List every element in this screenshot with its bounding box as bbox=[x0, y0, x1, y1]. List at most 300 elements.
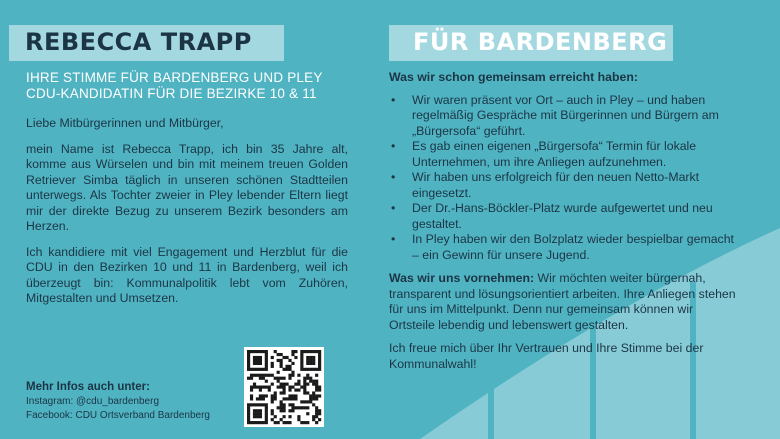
qr-module bbox=[309, 362, 312, 365]
qr-module bbox=[288, 394, 291, 397]
qr-module bbox=[285, 397, 288, 400]
qr-module bbox=[250, 394, 253, 397]
qr-module bbox=[312, 415, 315, 418]
qr-module bbox=[309, 394, 312, 397]
qr-module bbox=[247, 403, 250, 406]
qr-module bbox=[256, 421, 259, 424]
name-banner bbox=[9, 25, 284, 61]
qr-module bbox=[256, 362, 259, 365]
qr-module bbox=[271, 356, 274, 359]
qr-module bbox=[265, 350, 268, 353]
qr-module bbox=[247, 418, 250, 421]
qr-module bbox=[312, 418, 315, 421]
qr-module bbox=[294, 383, 297, 386]
qr-module bbox=[283, 391, 286, 394]
qr-module bbox=[277, 406, 280, 409]
qr-module bbox=[277, 371, 280, 374]
achievements-section bbox=[389, 70, 741, 380]
qr-module bbox=[271, 418, 274, 421]
qr-module bbox=[271, 383, 274, 386]
qr-module bbox=[303, 421, 306, 424]
list-item bbox=[389, 139, 741, 170]
qr-module bbox=[312, 368, 315, 371]
qr-module bbox=[318, 350, 321, 353]
qr-module bbox=[312, 356, 315, 359]
qr-module bbox=[259, 394, 262, 397]
qr-module bbox=[253, 356, 256, 359]
qr-module bbox=[318, 368, 321, 371]
qr-module bbox=[262, 421, 265, 424]
qr-module bbox=[256, 374, 259, 377]
qr-module bbox=[285, 365, 288, 368]
qr-module bbox=[265, 406, 268, 409]
qr-module bbox=[280, 403, 283, 406]
qr-module bbox=[288, 409, 291, 412]
qr-module bbox=[250, 368, 253, 371]
subtitle-line-1: IHRE STIMME FÜR BARDENBERG UND PLEY bbox=[26, 70, 323, 85]
qr-module bbox=[285, 383, 288, 386]
list-item-text: Wir waren präsent vor Ort – auch in Pley – und haben regelmäßig Gespräche mit Bürgerinnen und Bürgern am „Bürgersofa“ geführt. bbox=[412, 92, 719, 138]
qr-module bbox=[315, 388, 318, 391]
qr-module bbox=[283, 415, 286, 418]
qr-module bbox=[280, 365, 283, 368]
qr-module bbox=[277, 386, 280, 389]
qr-module bbox=[265, 386, 268, 389]
qr-module bbox=[300, 353, 303, 356]
qr-module bbox=[306, 383, 309, 386]
qr-module bbox=[274, 421, 277, 424]
bullet-icon: • bbox=[391, 170, 396, 184]
qr-module bbox=[256, 409, 259, 412]
qr-module bbox=[247, 406, 250, 409]
list-item-text: Es gab einen eigenen „Bürgersofa“ Termin für lokale Unternehmen, um ihre Anliegen aufzunehmen. bbox=[412, 139, 697, 169]
qr-module bbox=[300, 356, 303, 359]
qr-module bbox=[271, 374, 274, 377]
qr-module bbox=[288, 415, 291, 418]
qr-module bbox=[265, 421, 268, 424]
qr-module bbox=[274, 391, 277, 394]
qr-module bbox=[312, 362, 315, 365]
qr-module bbox=[283, 386, 286, 389]
achieved-heading: Was wir schon gemeinsam erreicht haben: bbox=[389, 70, 638, 84]
qr-module bbox=[277, 380, 280, 383]
qr-module bbox=[274, 394, 277, 397]
qr-module bbox=[280, 406, 283, 409]
qr-module bbox=[291, 353, 294, 356]
qr-module bbox=[247, 362, 250, 365]
qr-module bbox=[256, 356, 259, 359]
qr-module bbox=[274, 377, 277, 380]
qr-module bbox=[297, 374, 300, 377]
qr-module bbox=[271, 365, 274, 368]
qr-module bbox=[300, 350, 303, 353]
intro-paragraph-2: Ich kandidiere mit viel Engagement und Herzblut für die CDU in den Bezirken 10 und 11 in Bardenberg, weil ich überzeugt bin: Kommunalpolitik lebt vom Zuhören, Mitgestalten und Umsetzen. bbox=[26, 244, 348, 305]
qr-module bbox=[256, 386, 259, 389]
qr-module bbox=[300, 400, 303, 403]
qr-module bbox=[288, 386, 291, 389]
qr-module bbox=[291, 386, 294, 389]
qr-module bbox=[259, 409, 262, 412]
qr-module bbox=[309, 400, 312, 403]
qr-module bbox=[259, 350, 262, 353]
qr-module bbox=[285, 368, 288, 371]
qr-module bbox=[259, 377, 262, 380]
qr-module bbox=[315, 406, 318, 409]
qr-module bbox=[309, 356, 312, 359]
qr-module bbox=[318, 386, 321, 389]
qr-module bbox=[291, 371, 294, 374]
qr-module bbox=[306, 368, 309, 371]
qr-module bbox=[247, 409, 250, 412]
qr-module bbox=[294, 394, 297, 397]
qr-module bbox=[250, 397, 253, 400]
qr-module bbox=[303, 386, 306, 389]
qr-module bbox=[259, 415, 262, 418]
qr-module bbox=[262, 394, 265, 397]
qr-module bbox=[291, 350, 294, 353]
qr-module bbox=[294, 350, 297, 353]
qr-module bbox=[306, 359, 309, 362]
qr-module bbox=[300, 362, 303, 365]
qr-module bbox=[315, 380, 318, 383]
qr-module bbox=[265, 394, 268, 397]
qr-module bbox=[300, 368, 303, 371]
qr-module bbox=[259, 403, 262, 406]
qr-module bbox=[256, 412, 259, 415]
intro-paragraph-1: mein Name ist Rebecca Trapp, ich bin 35 Jahre alt, komme aus Würselen und bin mit meinem treuen Golden Retriever Simba täglich in unseren schönen Stadtteilen unterwegs. Als Tochter zweier in Pley lebender Eltern liegt mir der direkte Bezug zu unserem Bezirk besonders am Herzen. bbox=[26, 141, 348, 233]
qr-module bbox=[277, 421, 280, 424]
list-item bbox=[389, 201, 741, 232]
qr-module bbox=[303, 377, 306, 380]
qr-module bbox=[265, 368, 268, 371]
qr-module bbox=[291, 394, 294, 397]
qr-module bbox=[277, 377, 280, 380]
list-item bbox=[389, 170, 741, 201]
qr-module bbox=[288, 377, 291, 380]
qr-module bbox=[280, 359, 283, 362]
qr-module bbox=[271, 397, 274, 400]
bardenberg-title: FÜR BARDENBERG bbox=[413, 28, 668, 56]
qr-module bbox=[315, 350, 318, 353]
qr-module bbox=[318, 353, 321, 356]
qr-module bbox=[250, 350, 253, 353]
qr-module bbox=[259, 386, 262, 389]
qr-module bbox=[303, 368, 306, 371]
plans-paragraph bbox=[389, 271, 741, 333]
intro-text bbox=[26, 116, 348, 317]
qr-module bbox=[303, 380, 306, 383]
qr-module bbox=[312, 359, 315, 362]
qr-module bbox=[315, 412, 318, 415]
qr-module bbox=[300, 406, 303, 409]
qr-module bbox=[315, 394, 318, 397]
qr-module bbox=[253, 374, 256, 377]
qr-module bbox=[253, 362, 256, 365]
qr-module bbox=[253, 368, 256, 371]
qr-module bbox=[318, 409, 321, 412]
list-item bbox=[389, 232, 741, 263]
qr-module bbox=[315, 374, 318, 377]
qr-module bbox=[247, 353, 250, 356]
qr-module bbox=[256, 368, 259, 371]
closing-text: Ich freue mich über Ihr Vertrauen und Ihre Stimme bei der Kommunalwahl! bbox=[389, 341, 704, 371]
qr-module bbox=[288, 374, 291, 377]
qr-module bbox=[318, 362, 321, 365]
list-item-text: Wir haben uns erfolgreich für den neuen Netto-Markt eingesetzt. bbox=[412, 170, 700, 200]
qr-module bbox=[277, 353, 280, 356]
qr-module bbox=[259, 359, 262, 362]
qr-module bbox=[315, 383, 318, 386]
qr-module bbox=[268, 386, 271, 389]
qr-module bbox=[271, 409, 274, 412]
candidate-name: REBECCA TRAPP bbox=[25, 28, 252, 56]
qr-module bbox=[306, 356, 309, 359]
qr-module bbox=[253, 386, 256, 389]
qr-module bbox=[271, 394, 274, 397]
qr-module bbox=[318, 394, 321, 397]
qr-module bbox=[265, 356, 268, 359]
subtitle-line-2: CDU-KANDIDATIN FÜR DIE BEZIRKE 10 & 11 bbox=[26, 86, 317, 101]
qr-module bbox=[291, 406, 294, 409]
qr-module bbox=[256, 403, 259, 406]
list-item-text: In Pley haben wir den Bolzplatz wieder bespielbar gemacht – ein Gewinn für unsere Jugend. bbox=[412, 232, 734, 262]
qr-module bbox=[309, 377, 312, 380]
qr-module bbox=[262, 350, 265, 353]
bullet-icon: • bbox=[391, 92, 396, 107]
qr-module bbox=[265, 365, 268, 368]
qr-module bbox=[259, 368, 262, 371]
qr-module bbox=[247, 368, 250, 371]
qr-module bbox=[259, 412, 262, 415]
qr-module bbox=[250, 374, 253, 377]
bardenberg-banner bbox=[389, 25, 673, 61]
qr-module bbox=[280, 362, 283, 365]
qr-module bbox=[268, 388, 271, 391]
qr-module bbox=[306, 362, 309, 365]
qr-module bbox=[253, 409, 256, 412]
qr-module bbox=[288, 359, 291, 362]
qr-module bbox=[283, 409, 286, 412]
qr-module bbox=[277, 359, 280, 362]
qr-module bbox=[280, 391, 283, 394]
greeting: Liebe Mitbürgerinnen und Mitbürger, bbox=[26, 116, 224, 130]
qr-module bbox=[280, 383, 283, 386]
qr-module bbox=[300, 386, 303, 389]
qr-module bbox=[309, 368, 312, 371]
qr-module bbox=[297, 380, 300, 383]
qr-module bbox=[256, 397, 259, 400]
qr-module bbox=[247, 350, 250, 353]
qr-module bbox=[309, 350, 312, 353]
qr-module bbox=[280, 353, 283, 356]
qr-module bbox=[291, 409, 294, 412]
qr-module bbox=[294, 406, 297, 409]
qr-module bbox=[280, 386, 283, 389]
qr-module bbox=[312, 380, 315, 383]
subtitle bbox=[26, 70, 356, 102]
qr-module bbox=[256, 350, 259, 353]
qr-module bbox=[259, 388, 262, 391]
qr-module bbox=[315, 386, 318, 389]
qr-module bbox=[250, 388, 253, 391]
qr-module bbox=[312, 391, 315, 394]
qr-module bbox=[250, 421, 253, 424]
qr-module bbox=[303, 383, 306, 386]
qr-module bbox=[262, 386, 265, 389]
qr-module bbox=[318, 356, 321, 359]
qr-module bbox=[306, 377, 309, 380]
qr-module bbox=[274, 415, 277, 418]
qr-module bbox=[297, 388, 300, 391]
qr-module bbox=[283, 377, 286, 380]
qr-module bbox=[247, 359, 250, 362]
qr-module bbox=[283, 406, 286, 409]
qr-module bbox=[271, 412, 274, 415]
qr-module bbox=[303, 350, 306, 353]
qr-module bbox=[306, 374, 309, 377]
plans-text: Wir möchten weiter bürgernah, transparent und lösungsorientiert arbeiten. Ihre Anliegen stehen für uns im Mittelpunkt. Denn nur gemeinsam können wir Ortsteile lebendig und lebenswert gestalten. bbox=[389, 271, 736, 332]
qr-module bbox=[315, 421, 318, 424]
qr-module bbox=[303, 388, 306, 391]
qr-module bbox=[300, 421, 303, 424]
qr-module bbox=[247, 377, 250, 380]
qr-module bbox=[253, 403, 256, 406]
qr-module bbox=[250, 386, 253, 389]
more-info-title: Mehr Infos auch unter: bbox=[26, 381, 150, 393]
qr-module bbox=[288, 421, 291, 424]
qr-module bbox=[265, 374, 268, 377]
qr-module bbox=[306, 350, 309, 353]
qr-module bbox=[306, 412, 309, 415]
qr-module bbox=[274, 350, 277, 353]
qr-module bbox=[259, 397, 262, 400]
achievements-list bbox=[389, 93, 741, 264]
qr-module bbox=[265, 403, 268, 406]
qr-module bbox=[253, 383, 256, 386]
qr-module bbox=[303, 391, 306, 394]
facebook-handle[interactable]: Facebook: CDU Ortsverband Bardenberg bbox=[26, 410, 210, 421]
qr-module bbox=[250, 403, 253, 406]
qr-module bbox=[309, 397, 312, 400]
qr-module bbox=[297, 406, 300, 409]
qr-module bbox=[262, 368, 265, 371]
qr-module bbox=[318, 412, 321, 415]
qr-module bbox=[297, 418, 300, 421]
qr-module bbox=[291, 403, 294, 406]
qr-module bbox=[312, 397, 315, 400]
qr-module bbox=[280, 418, 283, 421]
more-info bbox=[26, 380, 210, 423]
qr-module bbox=[262, 374, 265, 377]
qr-module bbox=[285, 421, 288, 424]
qr-module bbox=[262, 377, 265, 380]
qr-module bbox=[315, 368, 318, 371]
qr-module bbox=[250, 377, 253, 380]
qr-module bbox=[265, 415, 268, 418]
list-item bbox=[389, 93, 741, 140]
qr-module bbox=[259, 421, 262, 424]
qr-module bbox=[262, 397, 265, 400]
qr-module bbox=[288, 368, 291, 371]
qr-module bbox=[306, 421, 309, 424]
qr-module bbox=[265, 380, 268, 383]
qr-module bbox=[288, 403, 291, 406]
qr-module bbox=[297, 383, 300, 386]
qr-module bbox=[297, 415, 300, 418]
qr-module bbox=[280, 409, 283, 412]
qr-module bbox=[253, 415, 256, 418]
qr-module bbox=[262, 403, 265, 406]
qr-module bbox=[288, 388, 291, 391]
qr-module bbox=[283, 383, 286, 386]
qr-module bbox=[285, 356, 288, 359]
qr-module bbox=[300, 359, 303, 362]
qr-module bbox=[283, 388, 286, 391]
bullet-icon: • bbox=[391, 139, 396, 153]
qr-module bbox=[253, 359, 256, 362]
qr-module bbox=[315, 415, 318, 418]
qr-module bbox=[318, 418, 321, 421]
qr-module bbox=[318, 388, 321, 391]
bullet-icon: • bbox=[391, 232, 396, 246]
qr-code-icon[interactable] bbox=[244, 347, 324, 427]
qr-module bbox=[265, 418, 268, 421]
qr-module bbox=[288, 365, 291, 368]
list-item-text: Der Dr.-Hans-Böckler-Platz wurde aufgewertet und neu gestaltet. bbox=[412, 201, 713, 231]
qr-module bbox=[288, 397, 291, 400]
qr-module bbox=[253, 350, 256, 353]
qr-module bbox=[283, 397, 286, 400]
qr-module bbox=[256, 359, 259, 362]
qr-module bbox=[312, 350, 315, 353]
qr-module bbox=[283, 368, 286, 371]
qr-module bbox=[306, 391, 309, 394]
qr-module bbox=[247, 365, 250, 368]
qr-module bbox=[291, 362, 294, 365]
qr-module bbox=[271, 362, 274, 365]
qr-module bbox=[309, 380, 312, 383]
qr-module bbox=[312, 403, 315, 406]
qr-module bbox=[303, 400, 306, 403]
qr-module bbox=[303, 406, 306, 409]
qr-module bbox=[283, 403, 286, 406]
bullet-icon: • bbox=[391, 201, 396, 215]
qr-module bbox=[306, 406, 309, 409]
qr-code-graphic bbox=[244, 347, 324, 427]
qr-module bbox=[312, 394, 315, 397]
qr-module bbox=[280, 377, 283, 380]
qr-module bbox=[309, 359, 312, 362]
instagram-handle[interactable]: Instagram: @cdu_bardenberg bbox=[26, 396, 160, 407]
qr-module bbox=[259, 374, 262, 377]
qr-module bbox=[247, 415, 250, 418]
qr-module bbox=[259, 362, 262, 365]
qr-module bbox=[265, 362, 268, 365]
qr-module bbox=[265, 409, 268, 412]
qr-module bbox=[283, 421, 286, 424]
qr-module bbox=[291, 397, 294, 400]
qr-module bbox=[271, 400, 274, 403]
qr-module bbox=[274, 397, 277, 400]
qr-module bbox=[283, 356, 286, 359]
qr-module bbox=[265, 359, 268, 362]
qr-module bbox=[247, 421, 250, 424]
qr-module bbox=[318, 365, 321, 368]
qr-module bbox=[291, 374, 294, 377]
qr-module bbox=[268, 374, 271, 377]
qr-module bbox=[318, 359, 321, 362]
qr-module bbox=[256, 415, 259, 418]
